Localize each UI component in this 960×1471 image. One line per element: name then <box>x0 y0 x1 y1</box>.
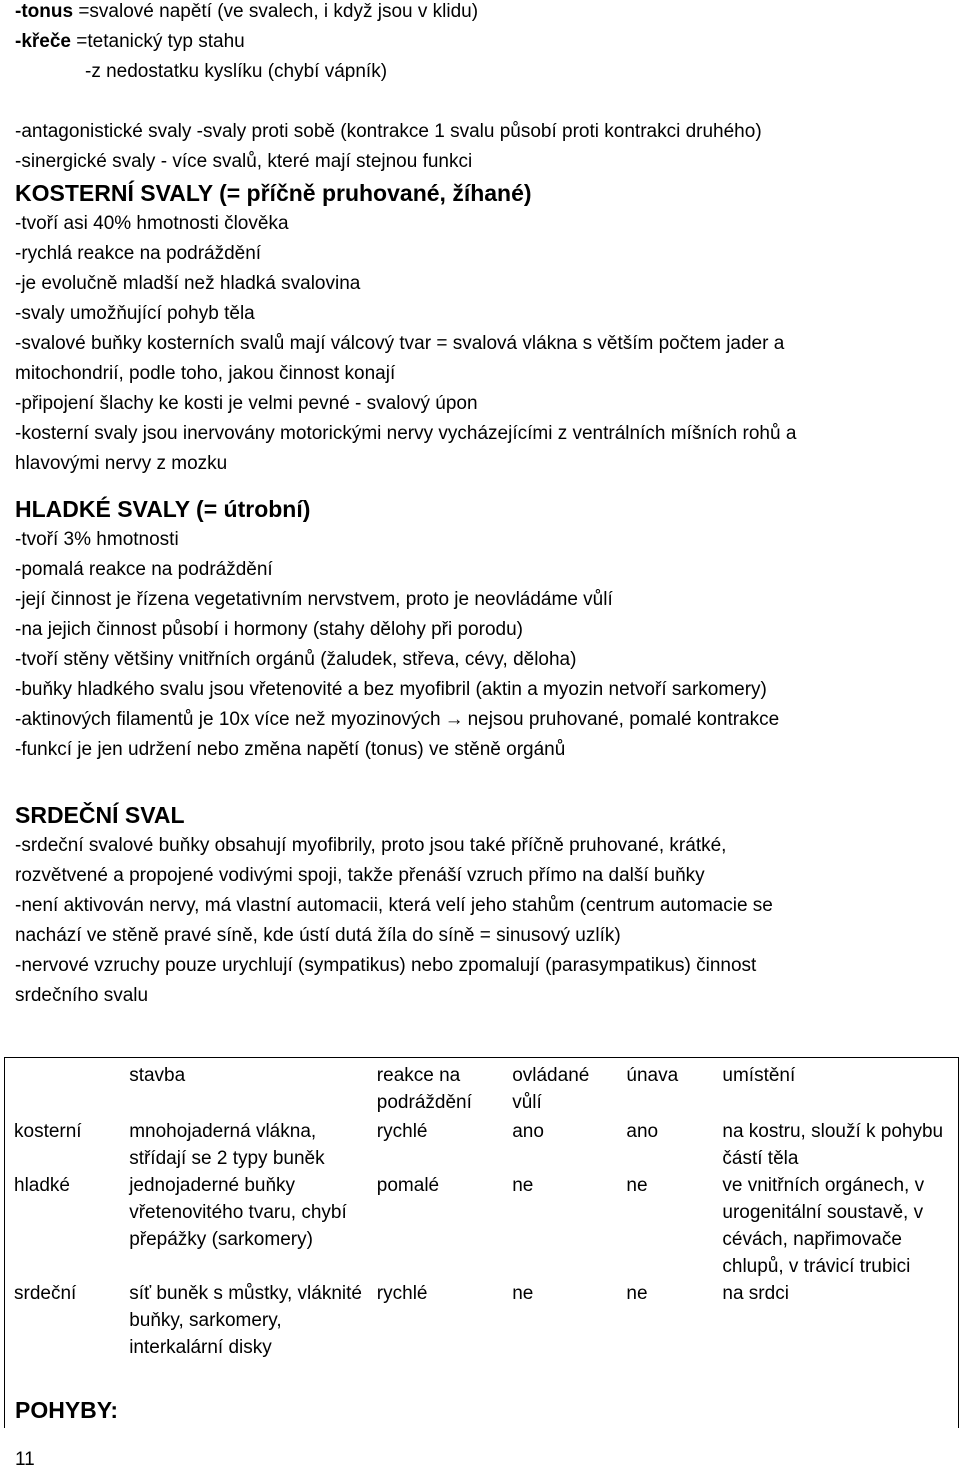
tonus-definition: =svalové napětí (ve svalech, i když jsou v klidu) <box>73 1 479 22</box>
table-cell: rychlé <box>376 1121 428 1142</box>
krece-line <box>15 27 950 57</box>
table-cell: ne <box>512 1175 534 1196</box>
srdecni-line: -není aktivován nervy, má vlastní automacii, která velí jeho stahům (centrum automacie se <box>15 895 773 916</box>
table-header-row <box>4 1058 958 1118</box>
table-cell: srdeční <box>14 1283 77 1304</box>
table-row <box>4 1118 958 1172</box>
hladke-line: -její činnost je řízena vegetativním nervstvem, proto je neovládáme vůlí <box>15 589 613 610</box>
kosterni-line: -tvoří asi 40% hmotnosti člověka <box>15 213 289 234</box>
hladke-line: -na jejich činnost působí i hormony (stahy dělohy při porodu) <box>15 619 523 640</box>
table-header-cell: stavba <box>129 1065 186 1086</box>
srdecni-line: -srdeční svalové buňky obsahují myofibrily, proto jsou také příčně pruhované, krátké, <box>15 835 727 856</box>
hladke-line: -tvoří 3% hmotnosti <box>15 529 179 550</box>
table-row <box>4 1280 958 1361</box>
pohyby-heading: POHYBY: <box>15 1397 119 1423</box>
table-cell: síť buněk s můstky, vláknité buňky, sarkomery, interkalární disky <box>129 1283 362 1358</box>
table-header-cell: reakce na podráždění <box>376 1065 472 1113</box>
antagonisticke-line: -antagonistické svaly -svaly proti sobě (kontrakce 1 svalu působí proti kontrakci druhého) <box>15 121 762 142</box>
table-cell: pomalé <box>376 1175 440 1196</box>
hladke-line: -pomalá reakce na podráždění <box>15 559 273 580</box>
table-cell: ne <box>626 1175 648 1196</box>
table-cell: hladké <box>14 1175 70 1196</box>
srdecni-heading: SRDEČNÍ SVAL <box>15 802 185 828</box>
aktin-result: nejsou pruhované, pomalé kontrakce <box>467 709 780 730</box>
kosterni-heading: KOSTERNÍ SVALY (= příčně pruhované, žíhané) <box>15 180 532 206</box>
table-cell: kosterní <box>14 1121 82 1142</box>
kosterni-line: -je evolučně mladší než hladká svalovina <box>15 273 361 294</box>
document-page <box>15 0 950 1011</box>
table-header-cell: umístění <box>722 1065 796 1086</box>
kosterni-line: -připojení šlachy ke kosti je velmi pevné - svalový úpon <box>15 393 478 414</box>
hladke-line: -buňky hladkého svalu jsou vřetenovité a bez myofibril (aktin a myozin netvoří sarkomery) <box>15 679 767 700</box>
hladke-line: -tvoří stěny většiny vnitřních orgánů (žaludek, střeva, cévy, děloha) <box>15 649 577 670</box>
table-cell: ano <box>512 1121 544 1142</box>
table-cell: mnohojaderná vlákna, střídají se 2 typy buněk <box>129 1121 325 1169</box>
tonus-term: -tonus <box>15 1 74 22</box>
table-cell: ano <box>626 1121 659 1142</box>
kosterni-line: -svalové buňky kosterních svalů mají válcový tvar = svalová vlákna s větším počtem jader a <box>15 333 785 354</box>
arrow-right-icon: → <box>444 709 464 730</box>
kosterni-line: -svaly umožňující pohyb těla <box>15 303 255 324</box>
table-cell: ne <box>512 1283 534 1304</box>
table-header-cell <box>4 1058 119 1118</box>
table-cell: ne <box>626 1283 648 1304</box>
srdecni-line: nachází ve stěně pravé síně, kde ústí dutá žíla do síně = sinusový uzlík) <box>15 925 621 946</box>
table-cell: na srdci <box>722 1283 789 1304</box>
spacer <box>15 87 950 117</box>
krece-cause: -z nedostatku kyslíku (chybí vápník) <box>85 61 388 82</box>
srdecni-line: rozvětvené a propojené vodivými spoji, takže přenáší vzruch přímo na další buňky <box>15 865 705 886</box>
tonus-line <box>15 0 950 27</box>
aktin-text: -aktinových filamentů je 10x více než myozinových <box>15 709 441 730</box>
table-cell: jednojaderné buňky vřetenovitého tvaru, chybí přepážky (sarkomery) <box>129 1175 347 1250</box>
sinergicke-line: -sinergické svaly - více svalů, které mají stejnou funkci <box>15 151 473 172</box>
table-row <box>4 1172 958 1280</box>
krece-term: -křeče <box>15 31 71 52</box>
srdecni-line: -nervové vzruchy pouze urychlují (sympatikus) nebo zpomalují (parasympatikus) činnost <box>15 955 757 976</box>
kosterni-line: hlavovými nervy z mozku <box>15 453 228 474</box>
comparison-table <box>4 1058 958 1361</box>
page-number: 11 <box>15 1449 35 1470</box>
srdecni-line: srdečního svalu <box>15 985 149 1006</box>
hladke-line: -funkcí je jen udržení nebo změna napětí (tonus) ve stěně orgánů <box>15 739 566 760</box>
kosterni-line: mitochondrií, podle toho, jakou činnost konají <box>15 363 396 384</box>
table-cell: rychlé <box>376 1283 428 1304</box>
kosterni-line: -rychlá reakce na podráždění <box>15 243 262 264</box>
kosterni-line: -kosterní svaly jsou inervovány motorickými nervy vycházejícími z ventrálních míšních rohů a <box>15 423 797 444</box>
krece-definition: =tetanický typ stahu <box>71 31 245 52</box>
hladke-aktin-line <box>15 705 950 735</box>
hladke-heading: HLADKÉ SVALY (= útrobní) <box>15 496 311 522</box>
table-header-cell: ovládané vůlí <box>512 1065 590 1113</box>
table-cell: na kostru, slouží k pohybu částí těla <box>722 1121 944 1169</box>
table-cell: ve vnitřních orgánech, v urogenitální soustavě, v cévách, napřimovače chlupů, v trávicí trubici <box>722 1175 925 1277</box>
table-header-cell: únava <box>626 1065 679 1086</box>
